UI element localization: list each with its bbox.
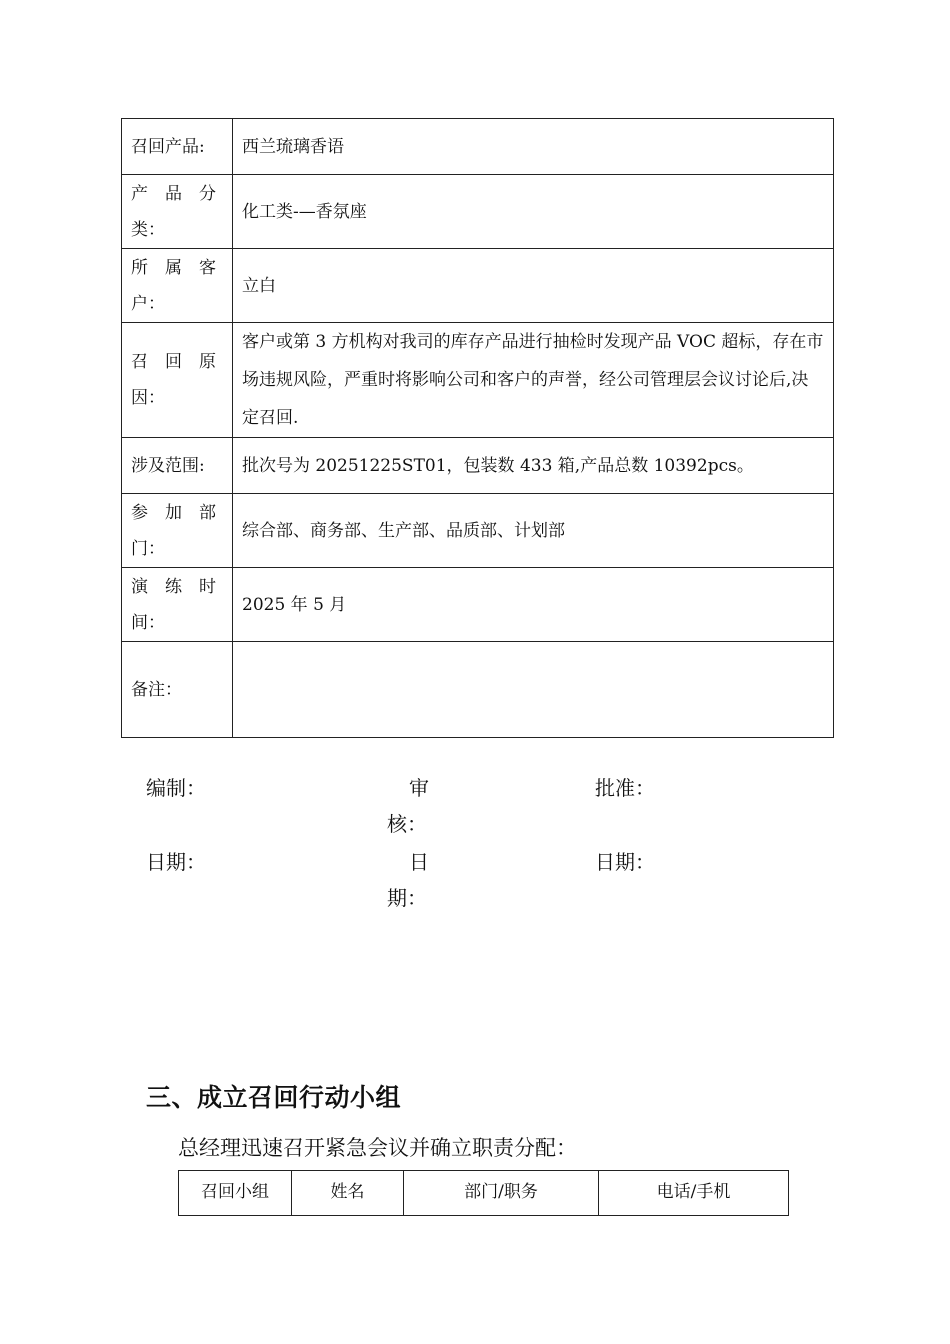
date-label-1: 日期：	[146, 850, 206, 874]
table-row	[122, 642, 834, 738]
row-label: 备注：	[122, 642, 233, 738]
reviewed-by-line2: 核：	[387, 812, 427, 836]
reviewed-by-line1: 审	[409, 776, 429, 800]
row-label	[122, 494, 233, 568]
row-label-line1: 演 练 时	[131, 576, 216, 597]
date-label-2-line1: 日	[409, 850, 429, 874]
recall-team-table	[178, 1170, 789, 1216]
row-value-category: 化工类-—香氛座	[233, 175, 834, 249]
row-value-departments: 综合部、商务部、生产部、品质部、计划部	[233, 494, 834, 568]
date-label-3: 日期：	[595, 850, 655, 874]
row-label-line2: 户：	[131, 293, 165, 314]
table-header-row	[179, 1171, 789, 1216]
date-label-2-line2: 期：	[387, 886, 427, 910]
row-label-line1: 所 属 客	[131, 257, 216, 278]
table-row	[122, 323, 834, 438]
row-label-line2: 门：	[131, 538, 165, 559]
table-row	[122, 175, 834, 249]
row-value-remarks	[233, 642, 834, 738]
column-header: 部门/职务	[404, 1171, 599, 1216]
row-label-line2: 间：	[131, 612, 165, 633]
row-label-line2: 类：	[131, 219, 165, 240]
row-value-product: 西兰琉璃香语	[233, 119, 834, 175]
row-label	[122, 568, 233, 642]
row-label-line2: 因：	[131, 388, 165, 408]
row-label	[122, 249, 233, 323]
reviewed-by-label	[387, 770, 431, 842]
section-intro: 总经理迅速召开紧急会议并确立职责分配：	[178, 1136, 577, 1160]
row-value-scope: 批次号为 20251225ST01，包装数 433 箱,产品总数 10392pcs。	[233, 438, 834, 494]
row-label	[122, 323, 233, 438]
row-label	[122, 175, 233, 249]
row-label-line1: 召 回 原	[131, 352, 216, 372]
row-label-line1: 产 品 分	[131, 183, 216, 204]
table-row	[122, 494, 834, 568]
row-label: 涉及范围:	[122, 438, 233, 494]
column-header: 姓名	[292, 1171, 404, 1216]
column-header: 电话/手机	[599, 1171, 789, 1216]
recall-info-table	[121, 118, 834, 738]
table-row	[122, 438, 834, 494]
table-row	[122, 119, 834, 175]
row-value-drill-time: 2025 年 5 月	[233, 568, 834, 642]
row-value-reason: 客户或第 3 方机构对我司的库存产品进行抽检时发现产品 VOC 超标，存在市场违规风险，严重时将影响公司和客户的声誉，经公司管理层会议讨论后,决定召回.	[233, 323, 834, 438]
approved-by-label: 批准：	[595, 776, 655, 800]
row-label: 召回产品:	[122, 119, 233, 175]
date-label-2	[387, 844, 431, 916]
row-value-customer: 立白	[233, 249, 834, 323]
row-label-line1: 参 加 部	[131, 502, 216, 523]
prepared-by-label: 编制：	[146, 776, 206, 800]
table-row	[122, 568, 834, 642]
section-heading: 三、成立召回行动小组	[146, 1083, 402, 1112]
table-row	[122, 249, 834, 323]
column-header: 召回小组	[179, 1171, 292, 1216]
